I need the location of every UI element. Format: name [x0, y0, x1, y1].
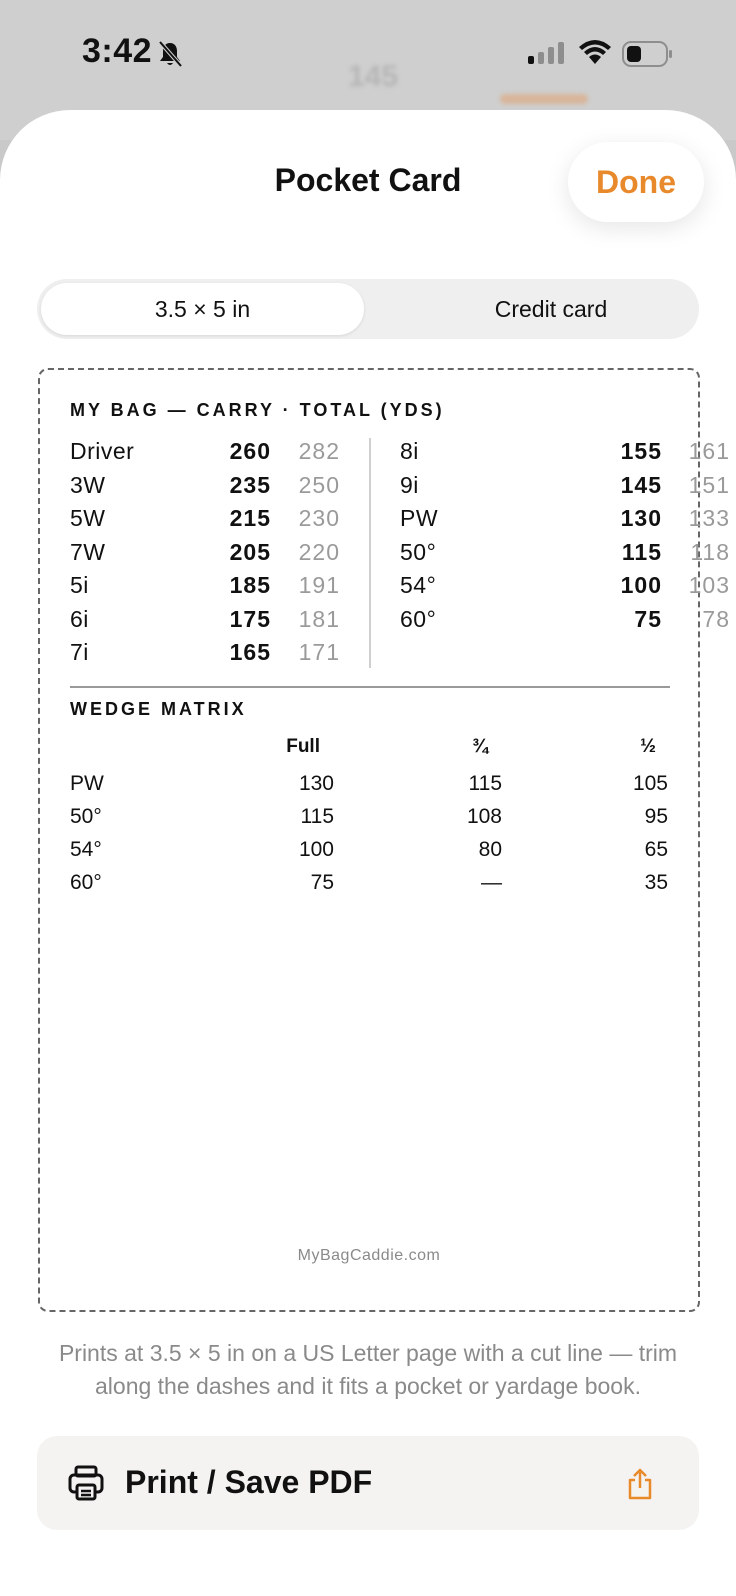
club-total: 282: [298, 438, 340, 464]
club-row: [400, 605, 730, 640]
club-total: 78: [702, 605, 730, 632]
club-carry: 165: [229, 639, 271, 665]
club-row: [70, 438, 370, 472]
club-row: [70, 539, 370, 573]
wedge-value: 115: [468, 772, 502, 795]
print-caption: Prints at 3.5 × 5 in on a US Letter page with a cut line — trim along the dashes and it fits a pocket or yardage book.: [58, 1340, 678, 1399]
club-carry: 260: [229, 438, 271, 464]
wedge-value: —: [481, 871, 502, 894]
wedge-value: 100: [298, 838, 334, 861]
wedge-value: 95: [644, 805, 668, 828]
club-name: 8i: [400, 438, 419, 464]
club-carry: 115: [621, 538, 662, 565]
wedge-club-name: 60°: [70, 871, 102, 894]
segment-credit-card[interactable]: Credit card: [494, 295, 608, 322]
club-row: [70, 606, 370, 640]
club-name: 7i: [70, 639, 89, 665]
club-carry: 185: [229, 572, 271, 598]
club-total: 191: [298, 572, 340, 598]
wedge-row: [70, 772, 670, 804]
share-icon[interactable]: [627, 1468, 653, 1500]
club-carry: 100: [620, 572, 662, 598]
club-total: 151: [688, 471, 730, 498]
done-button[interactable]: Done: [568, 142, 704, 222]
club-total: 220: [298, 538, 340, 565]
club-total: 118: [690, 538, 730, 565]
club-name: 6i: [70, 605, 89, 632]
wedge-value: 105: [632, 772, 668, 795]
wedge-header-half: ½: [640, 736, 656, 757]
wedge-section-title: WEDGE MATRIX: [70, 699, 247, 719]
section-divider: [70, 686, 670, 688]
club-total: 171: [298, 639, 340, 665]
club-row: [400, 572, 730, 606]
battery-icon: [622, 41, 674, 67]
wedge-row: [70, 871, 670, 903]
club-carry: 235: [229, 471, 271, 498]
club-carry: 130: [620, 505, 662, 531]
bell-slash-icon: [157, 40, 183, 68]
club-name: 9i: [400, 471, 419, 498]
club-row: [400, 471, 730, 506]
club-name: 50°: [400, 538, 437, 565]
club-row: [70, 505, 370, 539]
card-footer-url: MyBagCaddie.com: [297, 1247, 441, 1264]
club-name: PW: [400, 505, 439, 531]
cellular-signal-icon: [528, 42, 564, 64]
club-carry: 75: [634, 605, 662, 632]
size-segmented-control: [37, 279, 699, 339]
wedge-club-name: 54°: [70, 838, 102, 861]
club-row: [400, 505, 730, 539]
club-carry: 155: [620, 438, 662, 464]
background-value: 145: [348, 60, 399, 93]
column-divider: [369, 438, 371, 668]
segment-3-5x5[interactable]: 3.5 × 5 in: [41, 283, 364, 335]
printer-icon: [67, 1464, 105, 1502]
club-name: 60°: [400, 605, 437, 632]
sheet-title: Pocket Card: [274, 162, 462, 198]
wedge-value: 108: [466, 805, 502, 828]
wedge-value: 35: [644, 871, 668, 894]
wedge-value: 130: [298, 772, 334, 795]
club-row: [70, 639, 370, 673]
club-name: 5W: [70, 505, 106, 531]
club-name: 54°: [400, 572, 437, 598]
club-name: Driver: [70, 438, 135, 464]
club-carry: 215: [229, 505, 271, 531]
club-carry: 205: [229, 538, 271, 565]
background-progress: [500, 94, 588, 104]
club-carry: 175: [229, 605, 271, 632]
club-row: [400, 438, 730, 472]
wedge-header-full: Full: [286, 736, 320, 757]
club-total: 103: [688, 572, 730, 598]
club-total: 230: [298, 505, 340, 531]
print-label: Print / Save PDF: [125, 1464, 373, 1500]
club-total: 133: [688, 505, 730, 531]
bag-section-title: MY BAG — CARRY · TOTAL (YDS): [70, 400, 445, 420]
club-name: 7W: [70, 538, 106, 565]
status-time: 3:42: [82, 32, 153, 70]
club-row: [400, 538, 730, 573]
pocket-card-sheet: [0, 110, 736, 1596]
club-name: 3W: [70, 471, 106, 498]
wedge-row: [70, 838, 670, 870]
pocket-card-preview: [38, 368, 730, 1312]
club-total: 181: [298, 605, 340, 632]
club-row: [70, 572, 370, 606]
wedge-value: 75: [310, 871, 334, 894]
club-total: 250: [298, 471, 340, 498]
wifi-icon: [578, 38, 612, 66]
wedge-club-name: 50°: [70, 805, 102, 828]
wedge-row: [70, 805, 670, 837]
club-row: [70, 472, 370, 506]
wedge-value: 65: [644, 838, 668, 861]
club-total: 161: [688, 438, 730, 464]
wedge-header-three-quarter: ¾: [472, 736, 488, 757]
print-save-pdf-button[interactable]: [37, 1436, 699, 1530]
club-name: 5i: [70, 572, 89, 598]
wedge-value: 115: [300, 805, 334, 828]
wedge-club-name: PW: [70, 772, 104, 795]
wedge-value: 80: [478, 838, 502, 861]
club-carry: 145: [620, 471, 662, 498]
